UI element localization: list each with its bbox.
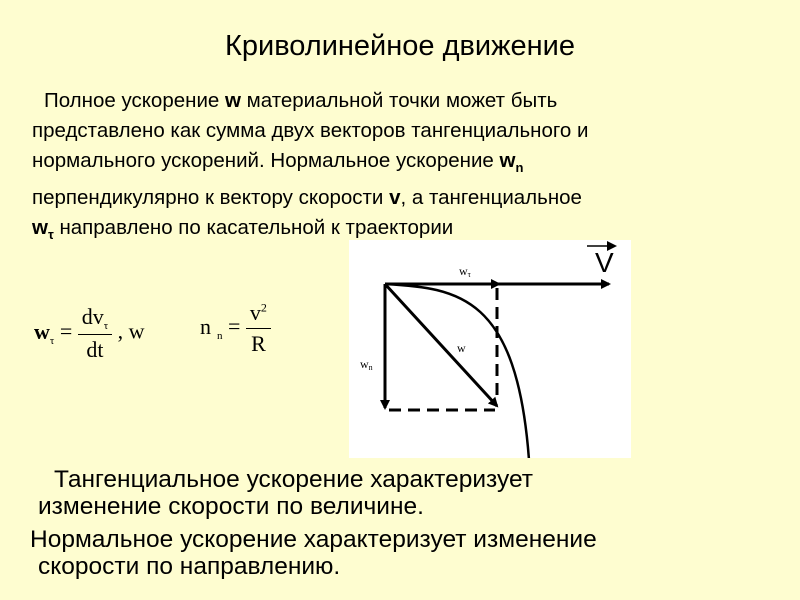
- symbol-v: v: [389, 186, 401, 209]
- formula-normal-lhs: n $_n$: [200, 313, 223, 342]
- slide-title: Криволинейное движение: [225, 30, 575, 62]
- bottom-line-3: Нормальное ускорение характеризует изменение: [30, 526, 597, 553]
- formula-normal: n $_n$ = $\frac{v^2}{R}$: [200, 300, 271, 357]
- label-v: V: [595, 247, 614, 278]
- bottom-line-1: Тангенциальное ускорение характеризует: [54, 466, 534, 493]
- bottom-line-2: изменение скорости по величине.: [38, 493, 424, 520]
- formula-tangential-tail: , w: [117, 318, 145, 344]
- bottom-line-4: скорости по направлению.: [38, 553, 341, 580]
- symbol-wt: $w_\tau$: [32, 216, 54, 242]
- main-paragraph: [32, 86, 772, 250]
- formula-tangential-lhs: $w_\tau$: [34, 318, 55, 347]
- paragraph-line-5: $w_\tau$ направлено по касательной к траектории: [32, 216, 454, 242]
- formula-tangential-fraction: $\frac{dv_\tau}{dt}$: [78, 304, 112, 363]
- formula-normal-fraction: $\frac{v^2}{R}$: [246, 300, 271, 357]
- paragraph-line-4: перпендикулярно к вектору скорости v, а тангенциальное: [32, 186, 582, 209]
- symbol-w: w: [225, 89, 241, 112]
- paragraph-line-2: представлено как сумма двух векторов тангенциального и: [32, 119, 589, 142]
- label-wn: wn: [360, 357, 373, 372]
- bottom-text: [30, 466, 780, 580]
- formula-tangential: $w_\tau$ = $\frac{dv_\tau}{dt}$ , w: [34, 304, 145, 362]
- paragraph-line-3: нормального ускорений. Нормальное ускорение $w_n$: [32, 149, 524, 175]
- label-wt: wτ: [459, 264, 471, 279]
- symbol-wn: $w_n$: [499, 149, 524, 175]
- paragraph-line-1: Полное ускорение w материальной точки может быть: [44, 89, 558, 112]
- diagram-background: [349, 240, 631, 458]
- label-w: w: [457, 341, 466, 355]
- acceleration-diagram: [349, 240, 631, 458]
